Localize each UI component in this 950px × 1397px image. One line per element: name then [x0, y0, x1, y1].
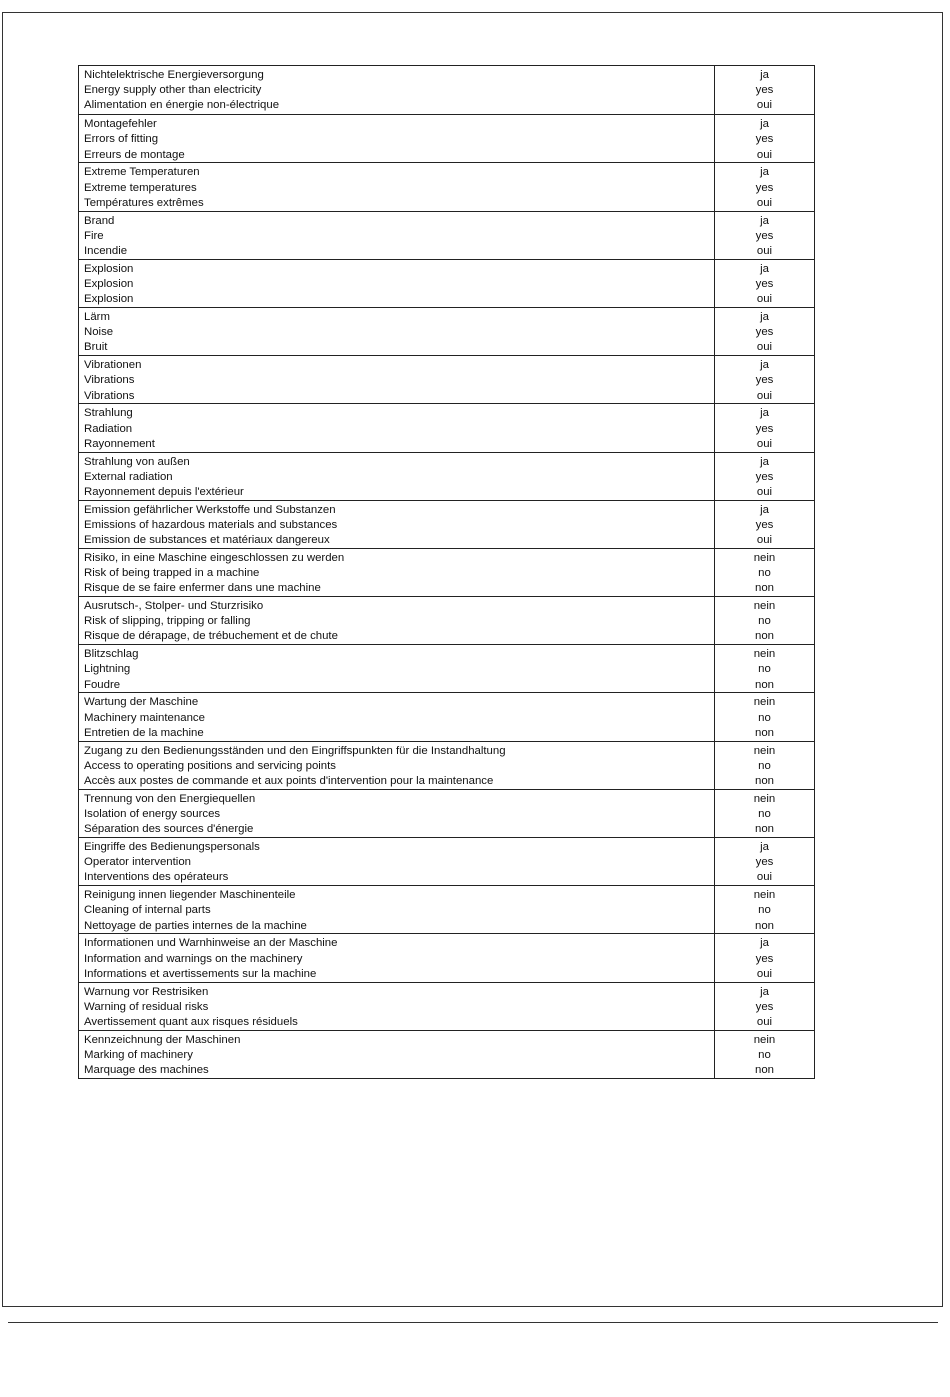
value-de: nein [753, 744, 776, 757]
value-en: no [758, 663, 771, 676]
label-de: Extreme Temperaturen [84, 166, 200, 179]
value-de: ja [760, 310, 769, 323]
value-fr: non [754, 630, 774, 643]
applicability-cell [715, 886, 814, 933]
table-row [79, 644, 814, 692]
label-en: Isolation of energy sources [84, 808, 221, 821]
label-en: Risk of being trapped in a machine [84, 567, 260, 580]
table-row [79, 355, 814, 403]
label-fr: Accès aux postes de commande et aux points d'intervention pour la maintenance [84, 775, 494, 788]
table-row [79, 741, 814, 789]
applicability-cell [715, 1031, 814, 1078]
value-de: nein [753, 889, 776, 902]
applicability-cell [715, 501, 814, 548]
value-fr: non [754, 919, 774, 932]
hazard-label-cell [79, 356, 715, 403]
applicability-cell [715, 308, 814, 355]
table-row [79, 211, 814, 259]
label-fr: Interventions des opérateurs [84, 871, 229, 884]
table-row [79, 259, 814, 307]
label-de: Blitzschlag [84, 648, 139, 661]
hazard-label-cell [79, 163, 715, 210]
applicability-cell [715, 645, 814, 692]
label-en: Machinery maintenance [84, 711, 205, 724]
hazard-label-cell [79, 838, 715, 885]
applicability-cell [715, 212, 814, 259]
table-row [79, 596, 814, 644]
value-fr: non [754, 726, 774, 739]
value-fr: oui [756, 293, 773, 306]
label-en: Access to operating positions and servicing points [84, 759, 337, 772]
value-en: yes [755, 181, 774, 194]
table-row [79, 982, 814, 1030]
label-de: Strahlung von außen [84, 455, 190, 468]
table-row [79, 885, 814, 933]
value-de: ja [760, 503, 769, 516]
value-de: nein [753, 792, 776, 805]
label-en: Risk of slipping, tripping or falling [84, 615, 251, 628]
label-fr: Informations et avertissements sur la machine [84, 967, 317, 980]
label-fr: Bruit [84, 341, 108, 354]
table-row [79, 837, 814, 885]
value-fr: oui [756, 148, 773, 161]
label-de: Montagefehler [84, 118, 157, 131]
label-fr: Rayonnement [84, 437, 155, 450]
hazard-label-cell [79, 934, 715, 981]
value-fr: non [754, 582, 774, 595]
hazard-label-cell [79, 886, 715, 933]
label-fr: Vibrations [84, 389, 135, 402]
hazard-label-cell [79, 453, 715, 500]
applicability-cell [715, 693, 814, 740]
label-en: Radiation [84, 422, 133, 435]
hazard-label-cell [79, 645, 715, 692]
label-en: Explosion [84, 277, 134, 290]
hazard-label-cell [79, 693, 715, 740]
hazard-label-cell [79, 212, 715, 259]
hazard-label-cell [79, 260, 715, 307]
value-en: yes [755, 229, 774, 242]
label-fr: Emission de substances et matériaux dangereux [84, 534, 330, 547]
hazard-label-cell [79, 501, 715, 548]
label-fr: Marquage des machines [84, 1064, 209, 1077]
table-row [79, 307, 814, 355]
value-en: no [758, 904, 771, 917]
label-fr: Erreurs de montage [84, 148, 185, 161]
applicability-cell [715, 838, 814, 885]
hazard-label-cell [79, 742, 715, 789]
value-de: ja [760, 359, 769, 372]
value-en: yes [755, 952, 774, 965]
value-de: ja [760, 118, 769, 131]
value-en: yes [755, 277, 774, 290]
label-de: Ausrutsch-, Stolper- und Sturzrisiko [84, 600, 264, 613]
label-en: Errors of fitting [84, 133, 159, 146]
applicability-cell [715, 549, 814, 596]
value-fr: oui [756, 485, 773, 498]
applicability-cell [715, 404, 814, 451]
value-de: ja [760, 985, 769, 998]
value-en: no [758, 759, 771, 772]
value-en: yes [755, 470, 774, 483]
value-de: ja [760, 937, 769, 950]
value-fr: oui [756, 341, 773, 354]
value-en: no [758, 615, 771, 628]
table-row [79, 1030, 814, 1078]
value-en: no [758, 711, 771, 724]
hazard-label-cell [79, 983, 715, 1030]
hazard-label-cell [79, 549, 715, 596]
label-en: Warning of residual risks [84, 1000, 209, 1013]
value-fr: oui [756, 437, 773, 450]
value-fr: oui [756, 1015, 773, 1028]
label-en: Information and warnings on the machinery [84, 952, 303, 965]
hazard-label-cell [79, 66, 715, 114]
label-de: Eingriffe des Bedienungspersonals [84, 841, 260, 853]
value-en: no [758, 808, 771, 821]
value-fr: non [754, 823, 774, 836]
label-en: Operator intervention [84, 856, 192, 869]
hazard-label-cell [79, 115, 715, 162]
value-de: ja [760, 166, 769, 179]
label-de: Warnung vor Restrisiken [84, 985, 209, 998]
table-row [79, 692, 814, 740]
label-fr: Risque de dérapage, de trébuchement et de chute [84, 630, 338, 643]
label-en: External radiation [84, 470, 173, 483]
value-en: no [758, 567, 771, 580]
table-row [79, 162, 814, 210]
value-de: ja [760, 841, 769, 853]
value-en: yes [755, 518, 774, 531]
value-de: ja [760, 214, 769, 227]
value-de: nein [753, 600, 776, 613]
label-fr: Séparation des sources d'énergie [84, 823, 254, 836]
label-de: Informationen und Warnhinweise an der Maschine [84, 937, 338, 950]
label-en: Emissions of hazardous materials and substances [84, 518, 338, 531]
hazard-label-cell [79, 790, 715, 837]
label-en: Lightning [84, 663, 131, 676]
value-fr: oui [756, 871, 773, 884]
label-de: Explosion [84, 262, 134, 275]
table-row [79, 548, 814, 596]
applicability-cell [715, 790, 814, 837]
table-row [79, 500, 814, 548]
value-de: nein [753, 551, 776, 564]
label-en: Extreme temperatures [84, 181, 197, 194]
label-de: Brand [84, 214, 115, 227]
value-fr: oui [756, 244, 773, 257]
label-de: Lärm [84, 310, 110, 323]
hazard-table [78, 65, 815, 1079]
value-de: ja [760, 455, 769, 468]
value-en: yes [755, 374, 774, 387]
label-en: Energy supply other than electricity [84, 84, 262, 97]
label-fr: Nettoyage de parties internes de la machine [84, 919, 307, 932]
value-en: yes [755, 422, 774, 435]
applicability-cell [715, 934, 814, 981]
value-fr: non [754, 1064, 774, 1077]
label-de: Wartung der Maschine [84, 696, 199, 709]
value-fr: oui [756, 389, 773, 402]
value-en: yes [755, 326, 774, 339]
label-en: Marking of machinery [84, 1048, 193, 1061]
label-fr: Foudre [84, 678, 121, 691]
label-fr: Explosion [84, 293, 134, 306]
applicability-cell [715, 66, 814, 114]
label-de: Risiko, in eine Maschine eingeschlossen zu werden [84, 551, 345, 564]
value-de: nein [753, 696, 776, 709]
label-en: Cleaning of internal parts [84, 904, 211, 917]
label-fr: Avertissement quant aux risques résiduels [84, 1015, 298, 1028]
applicability-cell [715, 983, 814, 1030]
value-en: no [758, 1048, 771, 1061]
value-fr: oui [756, 967, 773, 980]
hazard-label-cell [79, 1031, 715, 1078]
label-fr: Températures extrêmes [84, 196, 204, 209]
label-en: Noise [84, 326, 114, 339]
label-fr: Entretien de la machine [84, 726, 204, 739]
value-de: ja [760, 69, 769, 81]
label-de: Kennzeichnung der Maschinen [84, 1033, 241, 1046]
value-en: yes [755, 856, 774, 869]
value-de: ja [760, 262, 769, 275]
value-en: yes [755, 133, 774, 146]
label-de: Strahlung [84, 407, 133, 420]
hazard-label-cell [79, 404, 715, 451]
table-row [79, 933, 814, 981]
applicability-cell [715, 356, 814, 403]
value-fr: non [754, 678, 774, 691]
table-row [79, 66, 814, 114]
label-de: Zugang zu den Bedienungsständen und den Eingriffspunkten für die Instandhaltung [84, 744, 506, 757]
footer-divider [8, 1322, 938, 1323]
label-de: Nichtelektrische Energieversorgung [84, 69, 264, 81]
label-de: Reinigung innen liegender Maschinenteile [84, 889, 296, 902]
label-fr: Incendie [84, 244, 128, 257]
value-fr: oui [756, 534, 773, 547]
hazard-label-cell [79, 597, 715, 644]
applicability-cell [715, 260, 814, 307]
value-fr: oui [756, 196, 773, 209]
label-en: Vibrations [84, 374, 135, 387]
applicability-cell [715, 115, 814, 162]
value-en: yes [755, 1000, 774, 1013]
label-fr: Alimentation en énergie non-électrique [84, 99, 280, 112]
value-de: ja [760, 407, 769, 420]
label-de: Trennung von den Energiequellen [84, 792, 256, 805]
table-row [79, 403, 814, 451]
table-row [79, 789, 814, 837]
label-de: Emission gefährlicher Werkstoffe und Substanzen [84, 503, 336, 516]
applicability-cell [715, 597, 814, 644]
value-de: nein [753, 1033, 776, 1046]
label-en: Fire [84, 229, 104, 242]
applicability-cell [715, 163, 814, 210]
value-en: yes [755, 84, 774, 97]
label-fr: Risque de se faire enfermer dans une machine [84, 582, 321, 595]
label-fr: Rayonnement depuis l'extérieur [84, 485, 244, 498]
value-de: nein [753, 648, 776, 661]
hazard-label-cell [79, 308, 715, 355]
applicability-cell [715, 453, 814, 500]
applicability-cell [715, 742, 814, 789]
table-row [79, 114, 814, 162]
value-fr: non [754, 775, 774, 788]
value-fr: oui [756, 99, 773, 112]
table-row [79, 452, 814, 500]
label-de: Vibrationen [84, 359, 142, 372]
